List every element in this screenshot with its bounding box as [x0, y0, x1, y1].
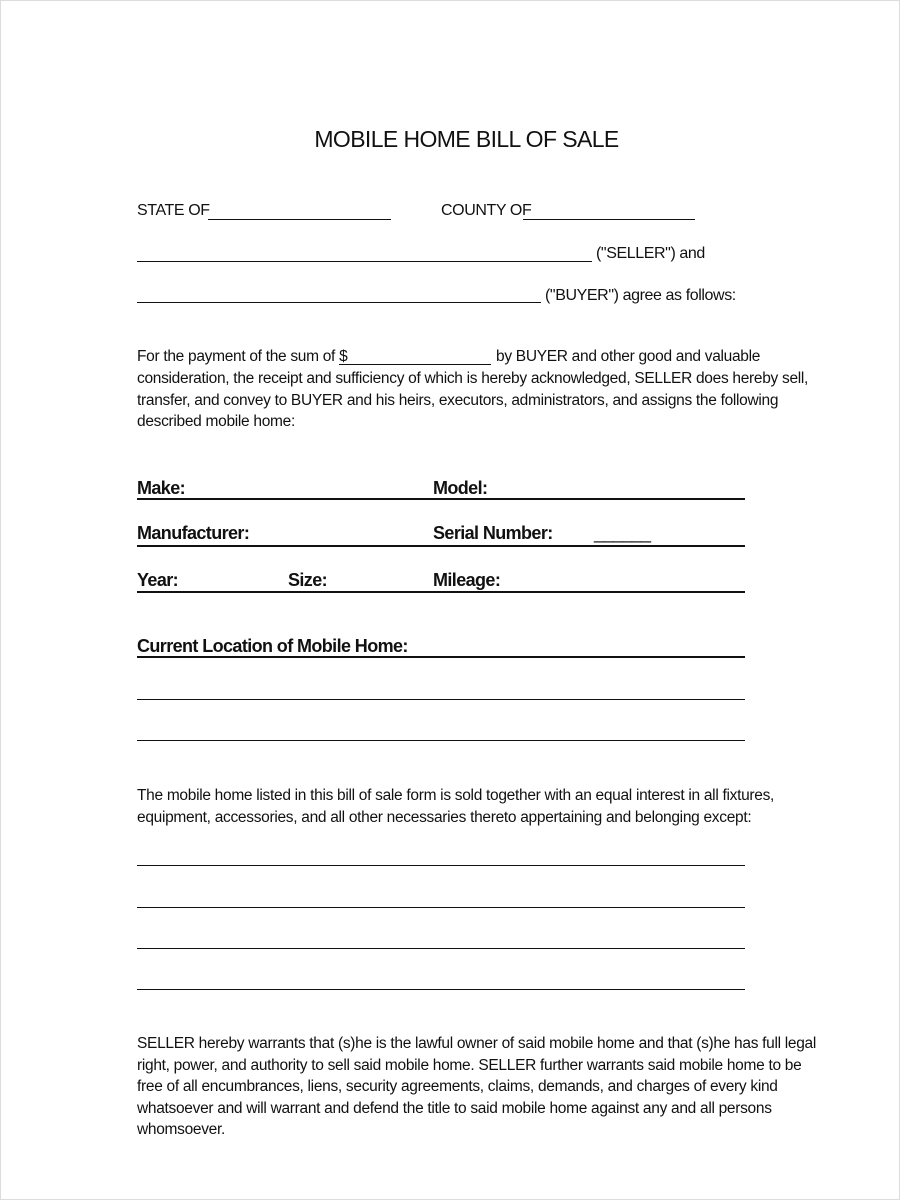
warranty-line-5: whomsoever.	[137, 1121, 226, 1138]
warranty-line-3: free of all encumbrances, liens, security agreements, claims, demands, and charges of every kind	[137, 1078, 778, 1095]
fixtures-line-2: equipment, accessories, and all other necessaries thereto appertaining and belonging except:	[137, 808, 752, 826]
payment-prefix: For the payment of the sum of $	[137, 348, 348, 365]
state-label: STATE OF	[137, 202, 210, 219]
manufacturer-serial-line[interactable]	[137, 545, 745, 547]
exception-line-1[interactable]	[137, 865, 745, 866]
location-line-3[interactable]	[137, 740, 745, 741]
exception-line-2[interactable]	[137, 907, 745, 908]
make-label: Make:	[137, 478, 186, 498]
manufacturer-label: Manufacturer:	[137, 523, 250, 543]
mileage-label: Mileage:	[433, 570, 501, 590]
location-line-2[interactable]	[137, 699, 745, 700]
payment-line-2: transfer, and convey to BUYER and his heirs, executors, administrators, and assigns the following	[137, 391, 779, 409]
exception-line-3[interactable]	[137, 948, 745, 949]
payment-amount-line[interactable]	[339, 364, 491, 365]
location-line-1[interactable]	[137, 656, 745, 658]
county-label: COUNTY OF	[441, 202, 532, 219]
payment-line-3: described mobile home:	[137, 413, 295, 430]
year-label: Year:	[137, 570, 179, 590]
warranty-paragraph	[137, 1033, 817, 1141]
payment-suffix: by BUYER and other good and valuable	[496, 348, 761, 365]
county-input-line[interactable]	[523, 219, 695, 220]
fixtures-paragraph	[137, 785, 777, 828]
payment-line-1: consideration, the receipt and sufficiency of which is hereby acknowledged, SELLER does hereby sell,	[137, 370, 809, 387]
make-model-line[interactable]	[137, 498, 745, 500]
buyer-label: ("BUYER") agree as follows:	[545, 287, 736, 304]
buyer-input-line[interactable]	[137, 302, 541, 303]
exception-line-4[interactable]	[137, 989, 745, 990]
size-label: Size:	[288, 570, 328, 590]
payment-paragraph	[137, 368, 809, 433]
warranty-line-2: right, power, and authority to sell said mobile home. SELLER further warrants said mobile home to be	[137, 1056, 802, 1074]
serial-number-label: Serial Number:	[433, 523, 553, 543]
seller-input-line[interactable]	[137, 261, 592, 262]
fixtures-line-1: The mobile home listed in this bill of sale form is sold together with an equal interest in all fixtures,	[137, 787, 775, 804]
serial-blank: ______	[594, 523, 651, 543]
model-label: Model:	[433, 478, 488, 498]
year-size-mileage-line[interactable]	[137, 591, 745, 593]
seller-label: ("SELLER") and	[596, 245, 705, 262]
state-input-line[interactable]	[208, 219, 391, 220]
warranty-line-1: SELLER hereby warrants that (s)he is the lawful owner of said mobile home and that (s)he has full legal	[137, 1035, 817, 1052]
document-title: MOBILE HOME BILL OF SALE	[314, 126, 619, 152]
warranty-line-4: whatsoever and will warrant and defend the title to said mobile home against any and all persons	[137, 1099, 772, 1117]
location-label: Current Location of Mobile Home:	[137, 636, 408, 656]
